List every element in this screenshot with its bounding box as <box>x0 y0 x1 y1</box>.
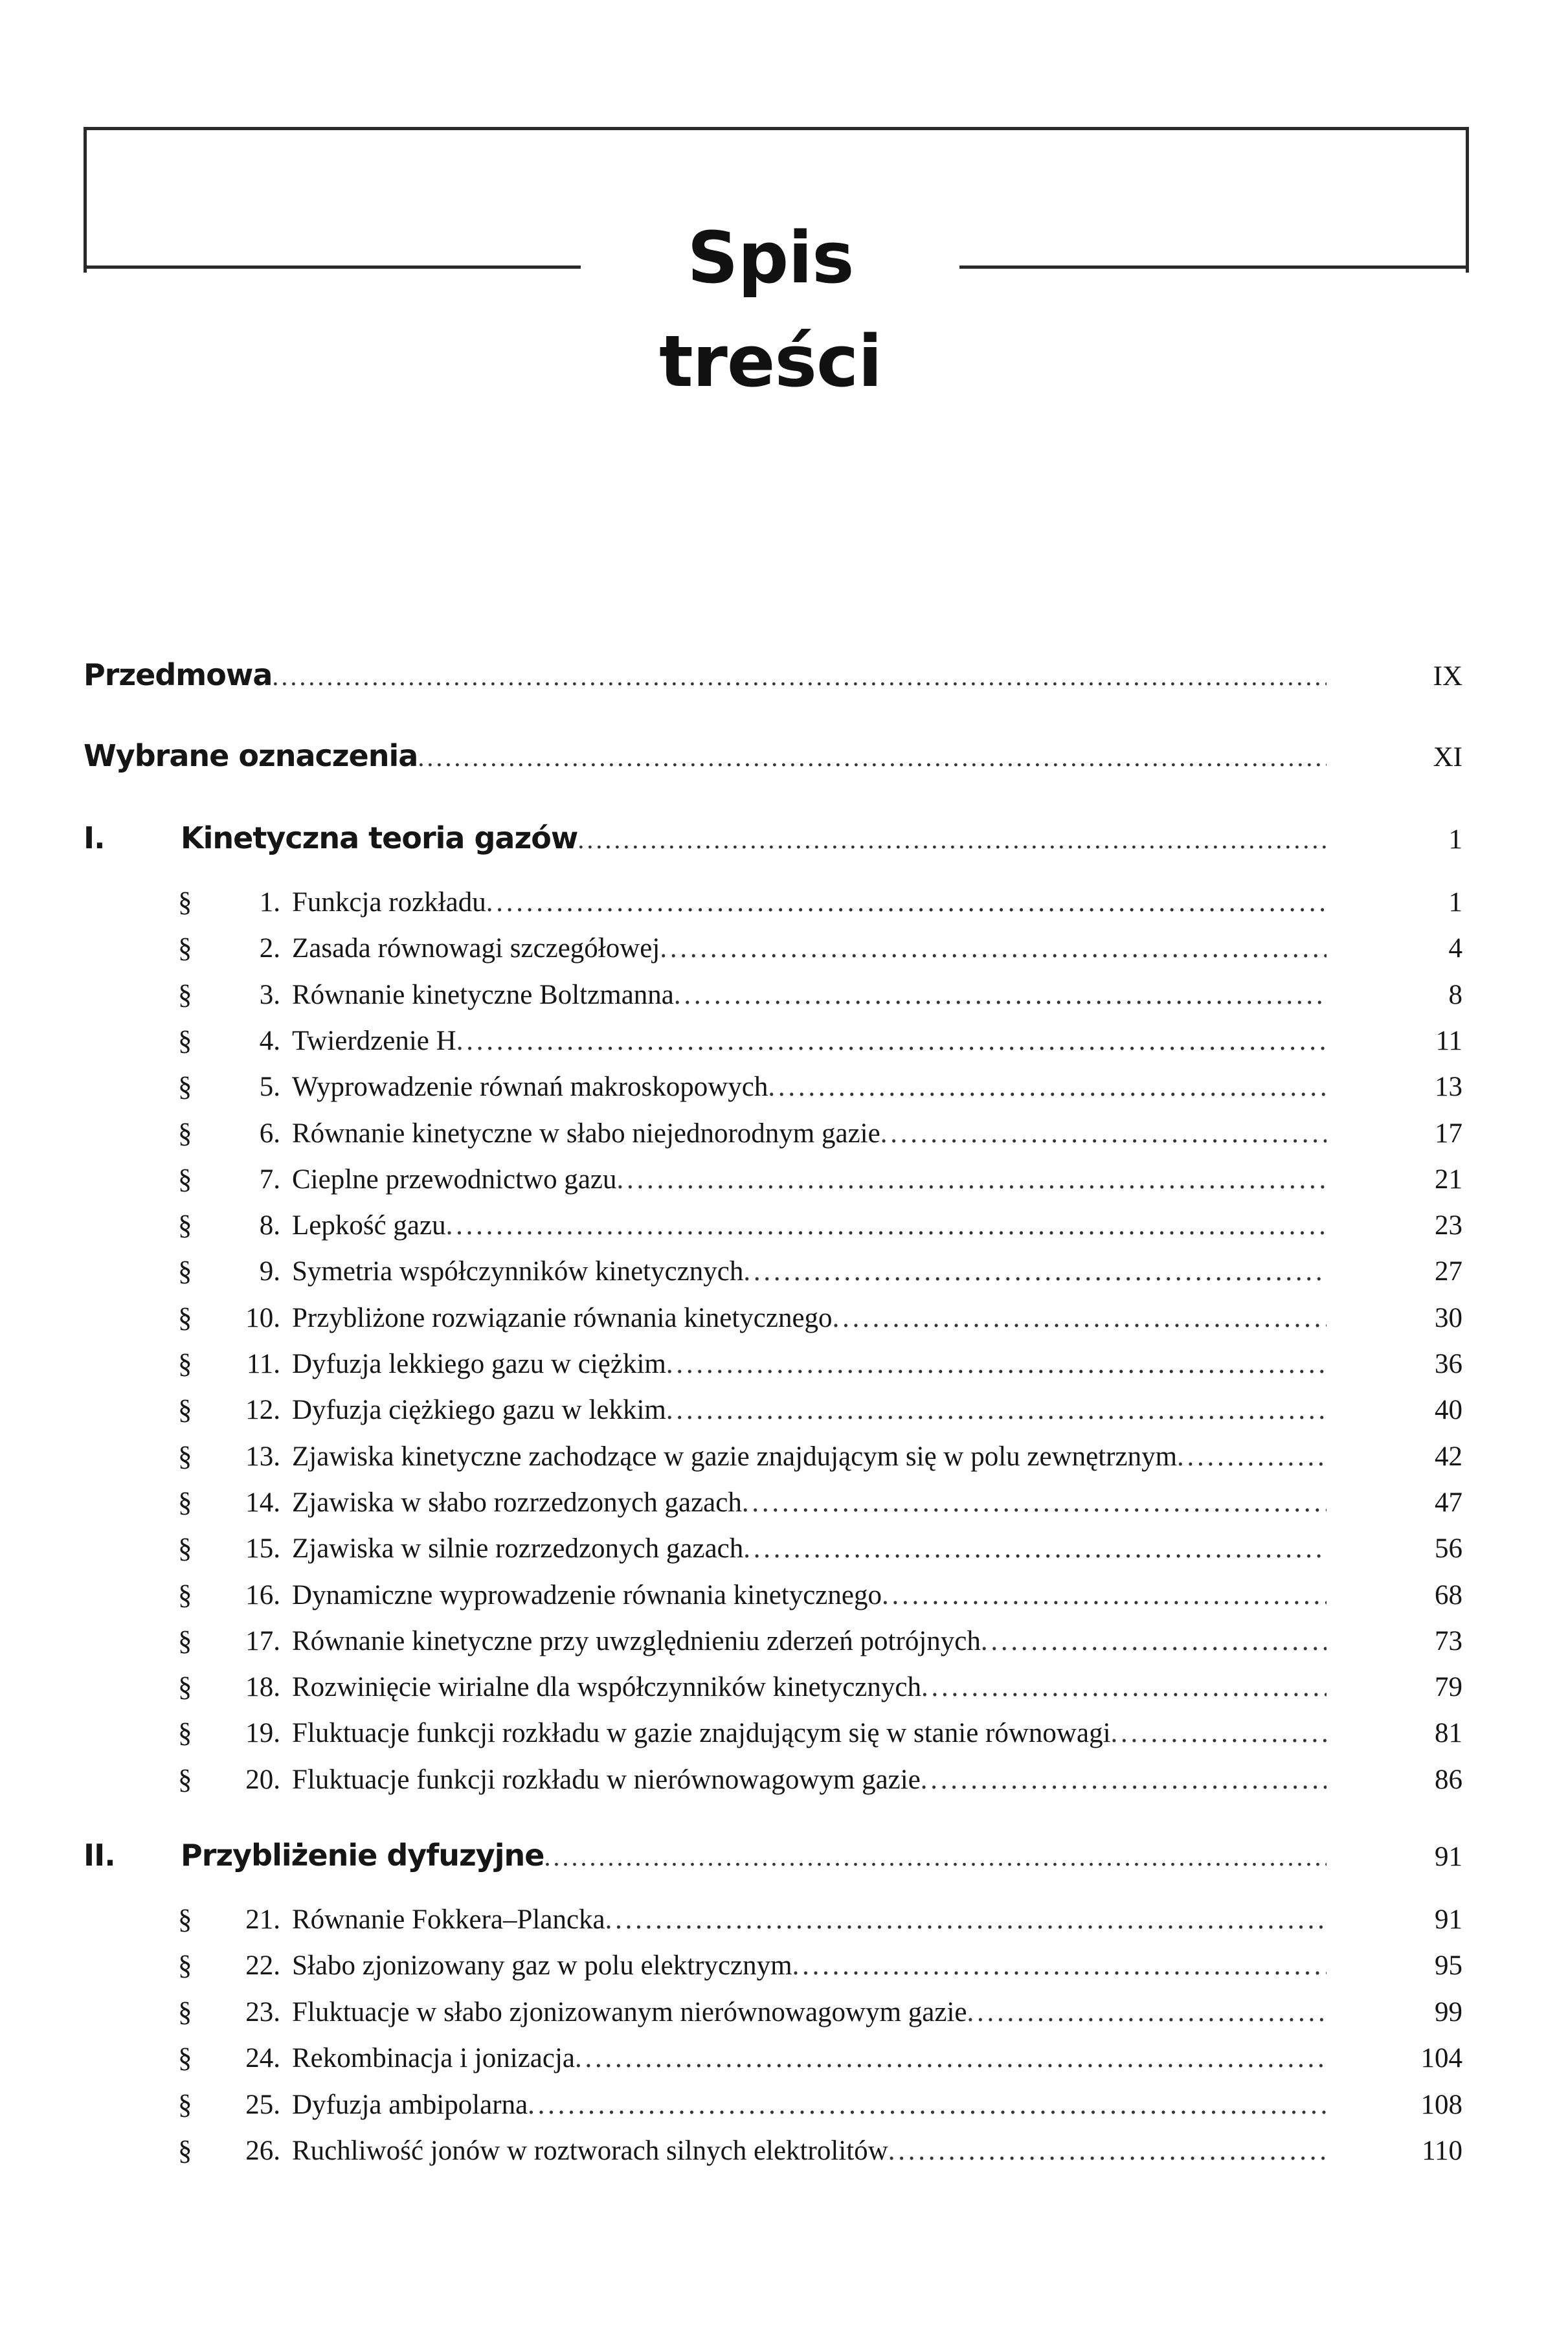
section-symbol: § <box>178 1164 192 1195</box>
section-number: 18. <box>245 1672 280 1703</box>
section-title: Fluktuacje funkcji rozkładu w gazie znajdującym się w stanie równowagi <box>292 1718 1111 1749</box>
section-title: Fluktuacje funkcji rozkładu w nierównowagowym gazie <box>292 1764 921 1795</box>
section-symbol: § <box>178 933 192 964</box>
section-title: Rozwinięcie wirialne dla współczynników kinetycznych <box>292 1672 921 1703</box>
dot-leader <box>666 1346 1327 1383</box>
toc-section-row[interactable] <box>178 2040 1462 2077</box>
dot-leader <box>674 977 1327 1013</box>
toc-page-number: 47 <box>1435 1487 1462 1518</box>
section-title: Zjawiska w słabo rozrzedzonych gazach <box>292 1487 742 1518</box>
chapter-title: Przybliżenie dyfuzyjne <box>181 1838 544 1873</box>
dot-leader <box>544 1838 1327 1877</box>
toc-section-row[interactable] <box>178 1577 1462 1614</box>
section-number: 19. <box>245 1718 280 1749</box>
section-symbol: § <box>178 1349 192 1379</box>
toc-page-number: 8 <box>1448 979 1462 1010</box>
toc-front-matter-notation[interactable] <box>84 736 1462 775</box>
toc-section-row[interactable] <box>178 1623 1462 1660</box>
section-number: 25. <box>245 2089 280 2120</box>
toc-page-number: 104 <box>1420 2043 1462 2074</box>
section-title: Cieplne przewodnictwo gazu <box>292 1164 617 1195</box>
toc-page-number: 81 <box>1435 1718 1462 1749</box>
toc-label: Wybrane oznaczenia <box>84 738 418 773</box>
toc-chapter-1[interactable] <box>84 818 1462 857</box>
section-number: 4. <box>259 1025 280 1056</box>
section-title: Przybliżone rozwiązanie równania kinetycznego <box>292 1302 833 1333</box>
section-number: 14. <box>245 1487 280 1518</box>
section-symbol: § <box>178 1950 192 1981</box>
section-number: 17. <box>245 1625 280 1656</box>
toc-page-number: 13 <box>1435 1072 1462 1103</box>
toc-section-row[interactable] <box>178 1300 1462 1337</box>
toc-section-row[interactable] <box>178 2133 1462 2169</box>
section-title: Dynamiczne wyprowadzenie równania kinetycznego <box>292 1579 882 1610</box>
dot-leader <box>605 1902 1327 1938</box>
section-symbol: § <box>178 979 192 1010</box>
section-symbol: § <box>178 1118 192 1149</box>
dot-leader <box>486 885 1327 921</box>
section-number: 3. <box>259 979 280 1010</box>
toc-label: Przedmowa <box>84 657 273 692</box>
section-title: Symetria współczynników kinetycznych <box>292 1256 744 1287</box>
section-number: 12. <box>245 1395 280 1426</box>
section-title: Rekombinacja i jonizacja <box>292 2043 575 2074</box>
section-number: 23. <box>245 1996 280 2027</box>
toc-section-row[interactable] <box>178 1346 1462 1383</box>
toc-page-number: 73 <box>1435 1625 1462 1656</box>
dot-leader <box>666 1392 1327 1428</box>
section-symbol: § <box>178 2089 192 2120</box>
dot-leader <box>660 931 1327 967</box>
section-title: Słabo zjonizowany gaz w polu elektrycznym <box>292 1950 792 1981</box>
section-symbol: § <box>178 1904 192 1935</box>
section-number: 2. <box>259 933 280 964</box>
dot-leader <box>456 1023 1327 1059</box>
section-title: Równanie Fokkera–Plancka <box>292 1904 605 1935</box>
dot-leader <box>742 1485 1327 1521</box>
toc-page-number: 99 <box>1435 1996 1462 2027</box>
toc-page-number: XI <box>1433 742 1462 773</box>
section-title: Równanie kinetyczne w słabo niejednorodnym gazie <box>292 1118 880 1149</box>
section-symbol: § <box>178 1210 192 1241</box>
toc-section-row[interactable] <box>178 1116 1462 1152</box>
section-number: 9. <box>259 1256 280 1287</box>
dot-leader <box>575 2040 1327 2077</box>
section-symbol: § <box>178 1487 192 1518</box>
toc-page-number: 42 <box>1435 1441 1462 1472</box>
section-title: Wyprowadzenie równań makroskopowych <box>292 1072 768 1103</box>
section-symbol: § <box>178 1625 192 1656</box>
section-title: Dyfuzja ambipolarna <box>292 2089 528 2120</box>
section-title: Równanie kinetyczne przy uwzględnieniu zderzeń potrójnych <box>292 1625 981 1656</box>
toc-page-number: 91 <box>1435 1842 1462 1872</box>
toc-section-row[interactable] <box>178 1254 1462 1290</box>
section-symbol: § <box>178 887 192 918</box>
toc-section-row[interactable] <box>178 885 1462 921</box>
section-number: 21. <box>245 1904 280 1935</box>
section-number: 10. <box>245 1302 280 1333</box>
dot-leader <box>792 1948 1327 1984</box>
toc-page-number: 30 <box>1435 1302 1462 1333</box>
chapter-title: Kinetyczna teoria gazów <box>181 820 578 855</box>
title-rule-left <box>84 265 581 269</box>
toc-page-number: 36 <box>1435 1349 1462 1379</box>
toc-page-number: 56 <box>1435 1533 1462 1564</box>
section-symbol: § <box>178 1072 192 1103</box>
section-symbol: § <box>178 2136 192 2166</box>
section-title: Równanie kinetyczne Boltzmanna <box>292 979 674 1010</box>
toc-section-row[interactable] <box>178 1994 1462 2031</box>
toc-section-row[interactable] <box>178 1531 1462 1567</box>
toc-page-number: 91 <box>1435 1904 1462 1935</box>
section-title: Ruchliwość jonów w roztworach silnych elektrolitów <box>292 2136 888 2166</box>
toc-section-row[interactable] <box>178 1023 1462 1059</box>
toc-section-row[interactable] <box>178 1069 1462 1105</box>
section-symbol: § <box>178 1579 192 1610</box>
section-symbol: § <box>178 1718 192 1749</box>
toc-section-row[interactable] <box>178 1948 1462 1984</box>
toc-page-number: 1 <box>1448 824 1462 855</box>
dot-leader <box>981 1623 1327 1660</box>
section-title: Dyfuzja lekkiego gazu w ciężkim <box>292 1349 666 1379</box>
toc-page-number: 110 <box>1422 2136 1462 2166</box>
toc-page-number: 27 <box>1435 1256 1462 1287</box>
dot-leader <box>528 2087 1327 2123</box>
section-title: Funkcja rozkładu <box>292 887 486 918</box>
dot-leader <box>418 738 1327 777</box>
section-title: Lepkość gazu <box>292 1210 446 1241</box>
section-symbol: § <box>178 1256 192 1287</box>
section-number: 1. <box>259 887 280 918</box>
chapter-number: I. <box>84 820 105 855</box>
toc-section-row[interactable] <box>178 1485 1462 1521</box>
toc-section-row[interactable] <box>178 1902 1462 1938</box>
toc-page-number: 86 <box>1435 1764 1462 1795</box>
toc-page-number: 68 <box>1435 1579 1462 1610</box>
toc-page-number: 11 <box>1435 1025 1462 1056</box>
chapter-number: II. <box>84 1838 115 1873</box>
toc-front-matter-preface[interactable] <box>84 655 1462 694</box>
dot-leader <box>768 1069 1327 1105</box>
toc-section-row[interactable] <box>178 1439 1462 1475</box>
toc-page-number: 79 <box>1435 1672 1462 1703</box>
dot-leader <box>577 820 1327 859</box>
toc-section-row[interactable] <box>178 1392 1462 1428</box>
toc-page-number: 23 <box>1435 1210 1462 1241</box>
page-title: Spis treści <box>659 216 882 403</box>
section-symbol: § <box>178 1672 192 1703</box>
toc-section-row[interactable] <box>178 1162 1462 1198</box>
toc-page-number: IX <box>1433 661 1462 692</box>
section-symbol: § <box>178 1996 192 2027</box>
section-number: 26. <box>245 2136 280 2166</box>
toc-page-number: 4 <box>1448 933 1462 964</box>
section-symbol: § <box>178 1302 192 1333</box>
toc-page-number: 108 <box>1420 2089 1462 2120</box>
toc-chapter-2[interactable] <box>84 1836 1462 1875</box>
dot-leader <box>1111 1715 1327 1752</box>
section-number: 11. <box>246 1349 280 1379</box>
section-number: 16. <box>245 1579 280 1610</box>
section-title: Dyfuzja ciężkiego gazu w lekkim <box>292 1395 666 1426</box>
dot-leader <box>617 1162 1327 1198</box>
section-title: Fluktuacje w słabo zjonizowanym nierównowagowym gazie <box>292 1996 967 2027</box>
section-symbol: § <box>178 1025 192 1056</box>
section-title: Zjawiska w silnie rozrzedzonych gazach <box>292 1533 744 1564</box>
toc-section-row[interactable] <box>178 1762 1462 1798</box>
dot-leader <box>743 1531 1327 1567</box>
section-title: Zjawiska kinetyczne zachodzące w gazie znajdującym się w polu zewnętrznym <box>292 1441 1178 1472</box>
section-symbol: § <box>178 1395 192 1426</box>
toc-page-number: 95 <box>1435 1950 1462 1981</box>
toc-section-row[interactable] <box>178 1669 1462 1706</box>
dot-leader <box>967 1994 1327 2031</box>
toc-section-row[interactable] <box>178 1715 1462 1752</box>
dot-leader <box>921 1762 1327 1798</box>
toc-section-row[interactable] <box>178 931 1462 967</box>
toc-page-number: 17 <box>1435 1118 1462 1149</box>
section-title: Twierdzenie H <box>292 1025 456 1056</box>
toc-section-row[interactable] <box>178 1208 1462 1244</box>
dot-leader <box>446 1208 1327 1244</box>
dot-leader <box>743 1254 1327 1290</box>
section-number: 13. <box>245 1441 280 1472</box>
section-number: 5. <box>259 1072 280 1103</box>
section-number: 6. <box>259 1118 280 1149</box>
toc-page-number: 40 <box>1435 1395 1462 1426</box>
dot-leader <box>882 1577 1327 1614</box>
title-rule-right <box>959 265 1466 269</box>
section-number: 15. <box>245 1533 280 1564</box>
section-number: 7. <box>259 1164 280 1195</box>
dot-leader <box>833 1300 1327 1337</box>
toc-page-number: 1 <box>1448 887 1462 918</box>
section-symbol: § <box>178 1533 192 1564</box>
toc-section-row[interactable] <box>178 2087 1462 2123</box>
dot-leader <box>880 1116 1327 1152</box>
dot-leader <box>888 2133 1327 2169</box>
section-symbol: § <box>178 1764 192 1795</box>
dot-leader <box>272 657 1327 696</box>
toc-page-number: 21 <box>1435 1164 1462 1195</box>
dot-leader <box>921 1669 1327 1706</box>
section-number: 8. <box>259 1210 280 1241</box>
section-number: 22. <box>245 1950 280 1981</box>
section-symbol: § <box>178 2043 192 2074</box>
section-number: 24. <box>245 2043 280 2074</box>
section-symbol: § <box>178 1441 192 1472</box>
dot-leader <box>1177 1439 1327 1475</box>
toc-section-row[interactable] <box>178 977 1462 1013</box>
section-number: 20. <box>245 1764 280 1795</box>
section-title: Zasada równowagi szczegółowej <box>292 933 660 964</box>
